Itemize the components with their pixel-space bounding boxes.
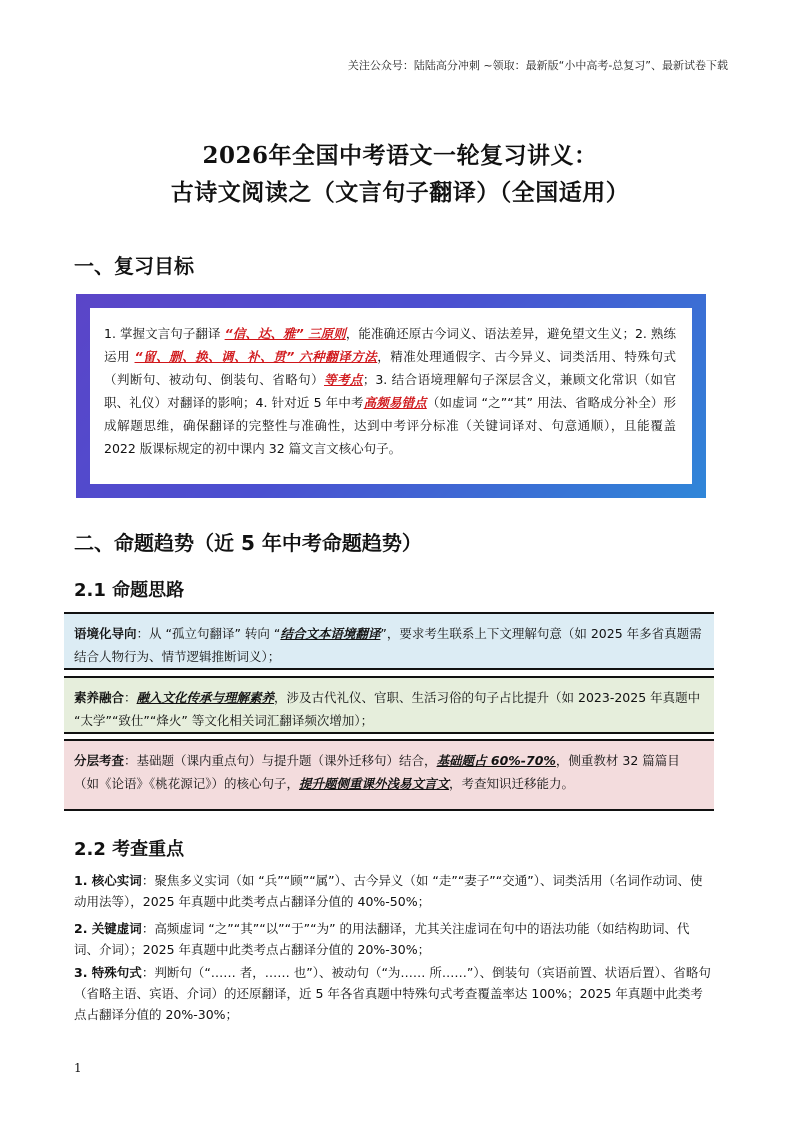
goals-highlight-principles: “信、达、雅” 三原则	[224, 326, 346, 341]
goals-highlight-methods: “留、删、换、调、补、贯” 六种翻译方法	[134, 349, 378, 364]
header-note: 关注公众号：陆陆高分冲刺 ~领取：最新版“小中高考-总复习”、最新试卷下载	[347, 59, 728, 72]
section-heading-trends: 二、命题趋势（近 5 年中考命题趋势）	[74, 531, 422, 555]
goals-highlight-errors: 高频易错点	[363, 395, 427, 410]
subheading-focus: 2.2 考查重点	[74, 839, 185, 860]
goals-text-part: （如虚词 “之”“其” 用法、省略成分补全）形成解题思维，确保翻译的完整性与准确性，达到中考评分标准（关键词译对、句意通顺），且能覆盖 2022 版课标规定的初中课内 32 篇文言文核心句子。	[104, 395, 676, 456]
document-title-line2: 古诗文阅读之（文言句子翻译）（全国适用）	[170, 179, 630, 206]
focus-item-function-words	[74, 918, 714, 960]
trend-emphasis: 提升题侧重课外浅易文言文	[299, 776, 450, 791]
focus-label: 2. 关键虚词	[74, 921, 142, 936]
goals-box	[76, 294, 706, 498]
trend-band-layered	[64, 739, 714, 811]
goals-text-part: ；3. 结合语境理解句子深层含义，兼顾文化常识（如官职、礼仪）对翻译的影响；4. 针对近 5 年中考	[104, 372, 676, 410]
focus-item-content-words	[74, 870, 714, 912]
focus-label: 1. 核心实词	[74, 873, 142, 888]
goals-text	[104, 322, 676, 460]
trend-text: ，考查知识迁移能力。	[449, 776, 575, 791]
trend-text: ”，要求考生联系上下文理解句意（如 2025 年多省真题需结合人物行为、情节逻辑推断词义）；	[74, 626, 702, 664]
trend-label: 素养融合	[74, 690, 125, 705]
trend-text: ，侧重教材 32 篇篇目（如《论语》《桃花源记》）的核心句子，	[74, 753, 680, 791]
goals-text-part: ，精准处理通假字、古今异义、词类活用、特殊句式（判断句、被动句、倒装句、省略句）	[104, 349, 676, 387]
trend-text: ：从 “孤立句翻译” 转向 “	[136, 626, 281, 641]
document-title-line1: 2026年全国中考语文一轮复习讲义：	[202, 142, 598, 169]
trend-text: ，涉及古代礼仪、官职、生活习俗的句子占比提升（如 2023-2025 年真题中 “太学”“致仕”“烽火” 等文化相关词汇翻译频次增加）；	[74, 690, 701, 728]
page-number: 1	[74, 1061, 82, 1075]
goals-text-part: ，能准确还原古今词义、语法差异，避免望文生义；2. 熟练运用	[104, 326, 677, 364]
trend-text: ：基础题（课内重点句）与提升题（课外迁移句）结合，	[124, 753, 437, 768]
focus-text: ：判断句（“…… 者，…… 也”）、被动句（“为…… 所……”）、倒装句（宾语前置、状语后置）、省略句（省略主语、宾语、介词）的还原翻译，近 5 年各省真题中特殊句式考查覆盖率达 100%；2025 年真题中此类考点占翻译分值的 20%-30%；	[74, 965, 711, 1022]
trend-emphasis: 基础题占 60%-70%	[436, 753, 556, 768]
goals-highlight-points: 等考点	[324, 372, 363, 387]
section-heading-goals: 一、复习目标	[74, 254, 194, 278]
focus-text: ：高频虚词 “之”“其”“以”“于”“为” 的用法翻译，尤其关注虚词在句中的语法功能（如结构助词、代词、介词）；2025 年真题中此类考点占翻译分值的 20%-30%；	[74, 921, 690, 957]
focus-item-special-sentences	[74, 962, 714, 1025]
trend-text: ：	[124, 690, 137, 705]
trend-emphasis: 融入文化传承与理解素养	[136, 690, 275, 705]
trend-emphasis: 结合文本语境翻译	[280, 626, 381, 641]
trend-band-context	[64, 612, 714, 670]
goals-text-part: 1. 掌握文言句子翻译	[104, 326, 225, 341]
focus-label: 3. 特殊句式	[74, 965, 142, 980]
trend-label: 分层考查	[74, 753, 125, 768]
focus-text: ：聚焦多义实词（如 “兵”“顾”“属”）、古今异义（如 “走”“妻子”“交通”）、词类活用（名词作动词、使动用法等），2025 年真题中此类考点占翻译分值的 40%-50%；	[74, 873, 703, 909]
trend-band-literacy	[64, 676, 714, 734]
subheading-approach: 2.1 命题思路	[74, 580, 185, 601]
trend-label: 语境化导向	[74, 626, 137, 641]
